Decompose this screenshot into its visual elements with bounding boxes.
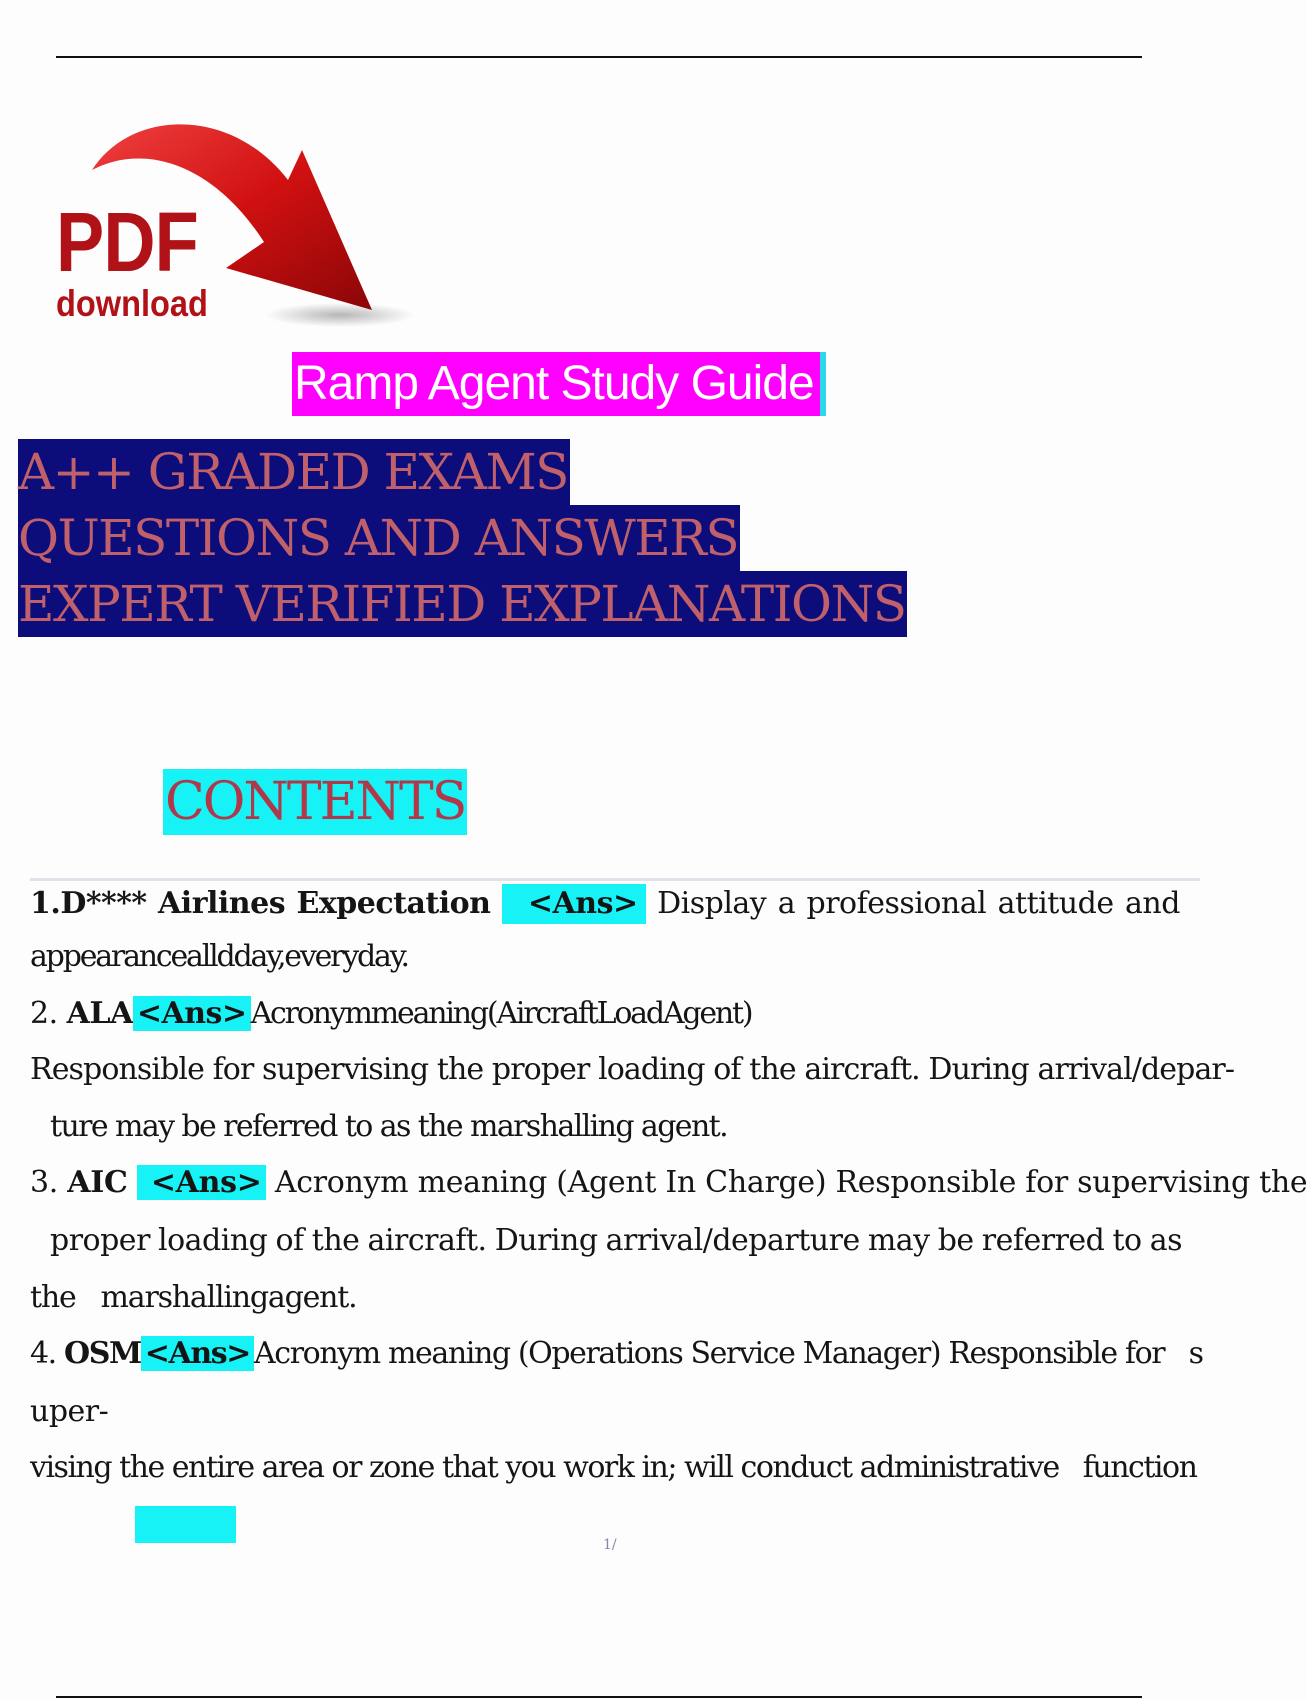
top-rule	[56, 56, 1142, 58]
entry-3-word: loading	[158, 1223, 268, 1258]
entry-1-term-word: Airlines	[158, 886, 286, 921]
entry-1-word: and	[1125, 886, 1180, 921]
grade-banner-line-2: QUESTIONS AND ANSWERS	[18, 505, 740, 571]
entry-2-number: 2.	[30, 996, 58, 1031]
entry-4-ans-marker: <Ans>	[141, 1336, 254, 1371]
entry-4-line-1	[30, 1334, 1203, 1374]
entry-3-word: may	[867, 1223, 930, 1258]
entry-1-term-word: Expectation	[296, 886, 491, 921]
entry-3-word: During	[494, 1223, 598, 1258]
entry-3-word: referred	[981, 1223, 1105, 1258]
entry-3-word: the	[311, 1223, 360, 1258]
document-title: Ramp Agent Study Guide	[292, 352, 826, 416]
entry-3-word: arrival/departure	[605, 1223, 860, 1258]
entry-1-line-1	[30, 884, 1180, 924]
grade-banner-line-3: EXPERT VERIFIED EXPLANATIONS	[18, 571, 907, 637]
grade-banner-line-1: A++ GRADED EXAMS	[18, 439, 570, 505]
entry-3-term: AIC	[67, 1165, 128, 1200]
entry-3-line-1	[30, 1163, 1307, 1203]
entry-1-ans-marker: <Ans>	[502, 884, 646, 924]
entry-1-word: professional	[806, 886, 987, 921]
highlight-block	[135, 1506, 236, 1543]
entry-4-line-2: uper-	[30, 1394, 109, 1429]
entry-4-number: 4.	[30, 1336, 56, 1371]
entry-3-line-3: the marshallingagent.	[30, 1280, 357, 1315]
entry-3-word: be	[937, 1223, 974, 1258]
pdf-download-logo	[40, 110, 420, 340]
entry-1-word: Display	[657, 886, 767, 921]
entry-4-term: OSM	[63, 1336, 141, 1371]
entry-3-ans-marker: <Ans>	[137, 1165, 266, 1200]
entry-2-definition: Acronymmeaning(AircraftLoadAgent)	[250, 996, 752, 1031]
entry-3-word: proper	[50, 1223, 150, 1258]
entry-3-line-2	[50, 1221, 1182, 1261]
entry-3-number: 3.	[30, 1165, 59, 1200]
entry-3-word: of	[275, 1223, 304, 1258]
page-number: 1/	[603, 1537, 617, 1553]
entry-2-line-2: Responsible for supervising the proper loading of the aircraft. During arrival/depar-	[30, 1052, 1235, 1087]
bottom-rule	[56, 1696, 1142, 1698]
entry-1-word: a	[777, 886, 796, 921]
entry-3-definition: Acronym meaning (Agent In Charge) Responsible for supervising the	[274, 1165, 1307, 1200]
entry-1-number-term: 1.D****	[30, 886, 147, 921]
section-divider	[30, 878, 1200, 881]
entry-2-line-1	[30, 994, 751, 1034]
entry-3-word: as	[1149, 1223, 1182, 1258]
entry-3-word: to	[1112, 1223, 1142, 1258]
entry-4-line-3: vising the entire area or zone that you work in; will conduct administrative function	[30, 1450, 1197, 1485]
entry-2-line-3: ture may be referred to as the marshalling agent.	[50, 1109, 728, 1144]
download-logo-word: download	[56, 283, 208, 324]
entry-1-word: attitude	[997, 886, 1114, 921]
entry-3-word: aircraft.	[367, 1223, 487, 1258]
entry-1-line-2: appearancealldday,everyday.	[30, 939, 408, 974]
entry-2-ans-marker: <Ans>	[133, 996, 251, 1031]
entry-4-definition: Acronym meaning (Operations Service Manager) Responsible for s	[254, 1336, 1203, 1371]
pdf-logo-word: PDF	[56, 195, 198, 289]
contents-heading: CONTENTS	[163, 769, 467, 835]
entry-2-term: ALA	[66, 996, 133, 1031]
